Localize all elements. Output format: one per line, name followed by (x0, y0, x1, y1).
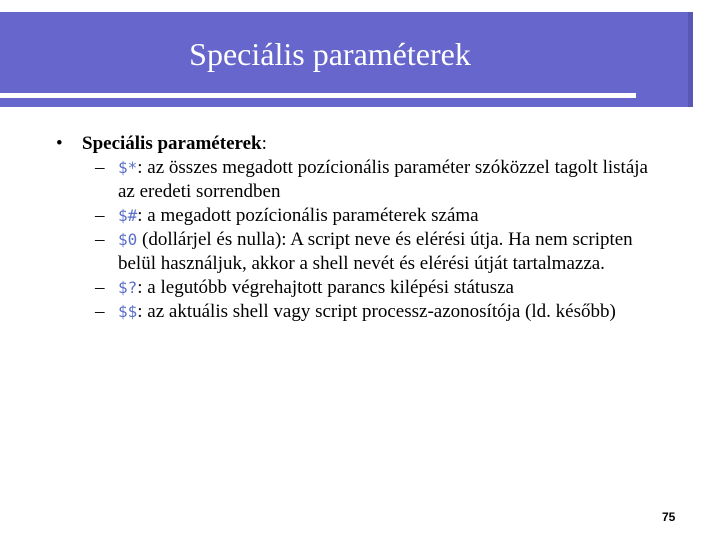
slide-title: Speciális paraméterek (189, 36, 471, 72)
sub-item-script-name (56, 228, 648, 276)
page-number: 75 (662, 510, 676, 524)
sub-item-process-id (56, 300, 648, 324)
sub-item-text: : a legutóbb végrehajtott parancs kilépési státusza (137, 277, 514, 298)
bullet-glyph: • (56, 133, 63, 154)
code-token: $* (118, 158, 138, 177)
dash-glyph: – (95, 301, 105, 322)
slide-content (56, 132, 648, 324)
dash-glyph: – (95, 277, 105, 298)
code-token: $? (118, 278, 138, 297)
bullet-label: Speciális paraméterek (82, 133, 262, 154)
code-token: $$ (118, 302, 138, 321)
code-token: $0 (118, 230, 138, 249)
dash-glyph: – (95, 205, 105, 226)
sub-item-text: : a megadott pozícionális paraméterek száma (137, 205, 479, 226)
title-underline (0, 93, 636, 98)
dash-glyph: – (95, 157, 105, 178)
sub-item-continuation: belül használjuk, akkor a shell nevét és elérési útját tartalmazza. (118, 253, 605, 274)
sub-item-exit-status (56, 276, 648, 300)
bullet-suffix: : (261, 133, 267, 154)
sub-item-all-params (56, 156, 648, 204)
title-bar-shadow (688, 12, 693, 107)
sub-item-text: : az aktuális shell vagy script processz-azonosítója (ld. később) (137, 301, 616, 322)
code-token: $# (118, 206, 138, 225)
sub-item-continuation: az eredeti sorrendben (118, 181, 281, 202)
dash-glyph: – (95, 229, 105, 250)
sub-item-param-count (56, 204, 648, 228)
bullet-item (56, 132, 648, 156)
sub-item-text: (dollárjel és nulla): A script neve és elérési útja. Ha nem scripten (137, 229, 633, 250)
sub-item-text: : az összes megadott pozícionális paraméter szóközzel tagolt listája (137, 157, 648, 178)
